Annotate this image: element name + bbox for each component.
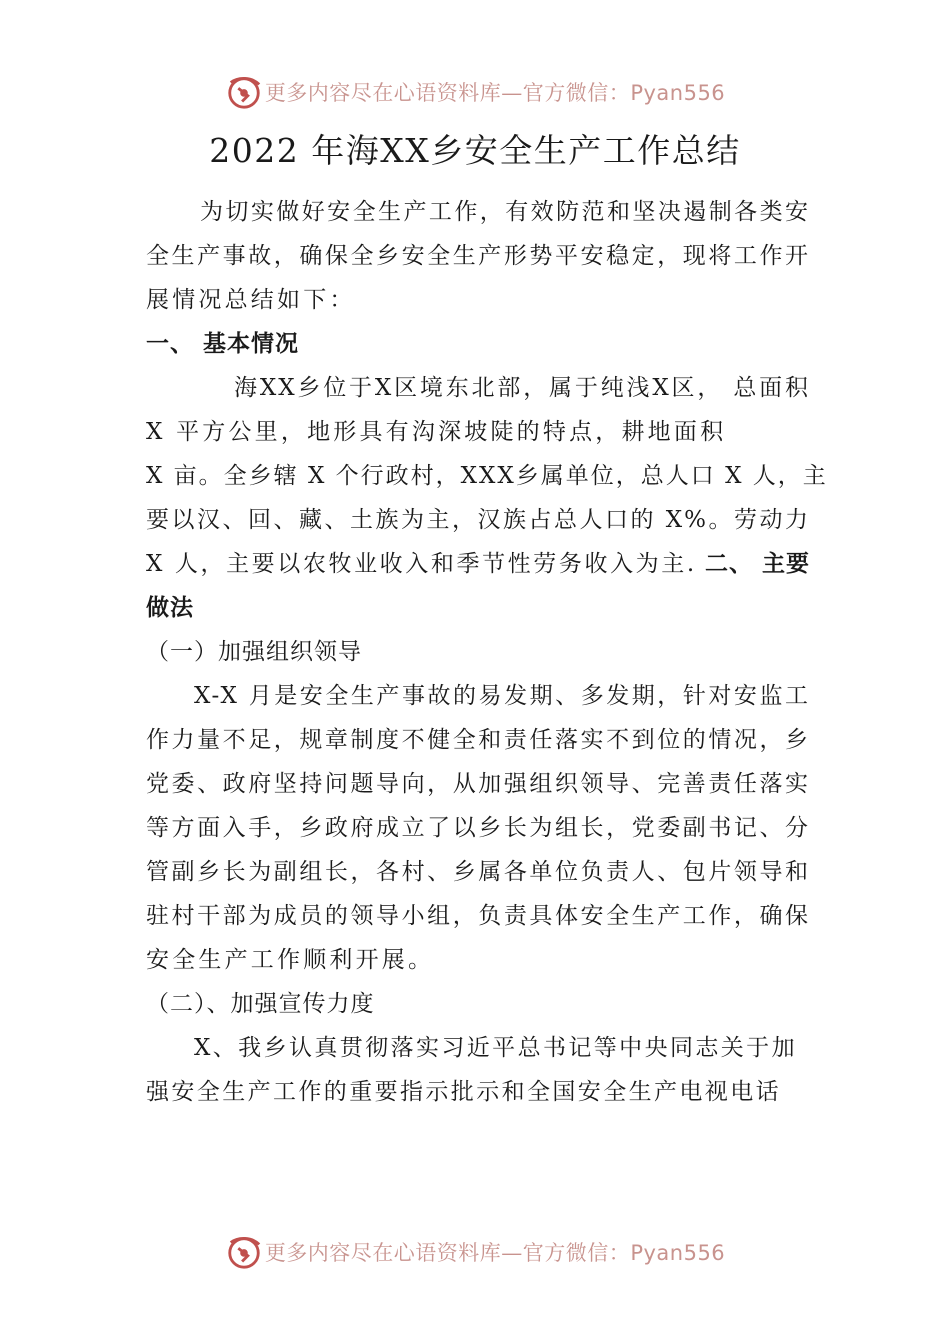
- watermark-text: 更多内容尽在心语资料库—官方微信：: [264, 81, 631, 105]
- section-heading-methods-cont: 做法: [146, 595, 194, 621]
- subsection-heading-organization: （一）加强组织领导: [146, 639, 362, 665]
- paragraph-line: X、我乡认真贯彻落实习近平总书记等中央同志关于加: [194, 1035, 797, 1061]
- document-body: [146, 190, 828, 1114]
- subsection-heading-publicity: （二）、加强宣传力度: [146, 991, 375, 1017]
- paragraph-text: X 人，主要以农牧业收入和季节性劳务收入为主.: [146, 551, 697, 577]
- intro-line: 全生产事故，确保全乡安全生产形势平安稳定，现将工作开: [146, 243, 810, 269]
- paragraph-line: 驻村干部为成员的领导小组，负责具体安全生产工作，确保: [146, 903, 810, 929]
- watermark-id: Pyan556: [630, 1241, 726, 1265]
- paragraph-line: [146, 542, 810, 586]
- paragraph-line: 党委、政府坚持问题导向，从加强组织领导、完善责任落实: [146, 771, 810, 797]
- watermark-text: 更多内容尽在心语资料库—官方微信：: [264, 1241, 631, 1265]
- paragraph-line: X-X 月是安全生产事故的易发期、多发期，针对安监工: [194, 683, 810, 709]
- watermark-header: [0, 72, 950, 112]
- intro-line: 为切实做好安全生产工作，有效防范和坚决遏制各类安: [200, 199, 810, 225]
- section-heading-basic: 一、 基本情况: [146, 331, 300, 357]
- paragraph-line: 海XX乡位于X区境东北部，属于纯浅X区， 总面积: [234, 375, 810, 401]
- section-heading-methods: 二、 主要: [704, 551, 810, 577]
- paragraph-line: 作力量不足，规章制度不健全和责任落实不到位的情况，乡: [146, 727, 810, 753]
- page-title: 2022 年海XX乡安全生产工作总结: [209, 131, 741, 170]
- paragraph-line: 管副乡长为副组长，各村、乡属各单位负责人、包片领导和: [146, 859, 810, 885]
- paragraph-line: 要以汉、回、藏、土族为主，汉族占总人口的 X%。劳动力: [146, 507, 810, 533]
- paragraph-line: 等方面入手，乡政府成立了以乡长为组长，党委副书记、分: [146, 815, 810, 841]
- watermark-footer: [0, 1232, 950, 1272]
- paragraph-line: 强安全生产工作的重要指示批示和全国安全生产电视电话: [146, 1079, 781, 1105]
- logo-icon: [225, 1233, 263, 1271]
- logo-icon: [225, 73, 263, 111]
- paragraph-line: 安全生产工作顺利开展。: [146, 947, 435, 973]
- paragraph-line: X 平方公里，地形具有沟深坡陡的特点，耕地面积: [146, 419, 727, 445]
- paragraph-line: X 亩。全乡辖 X 个行政村，XXX乡属单位，总人口 X 人，主: [146, 463, 828, 489]
- watermark-id: Pyan556: [630, 81, 726, 105]
- intro-line: 展情况总结如下：: [146, 287, 356, 313]
